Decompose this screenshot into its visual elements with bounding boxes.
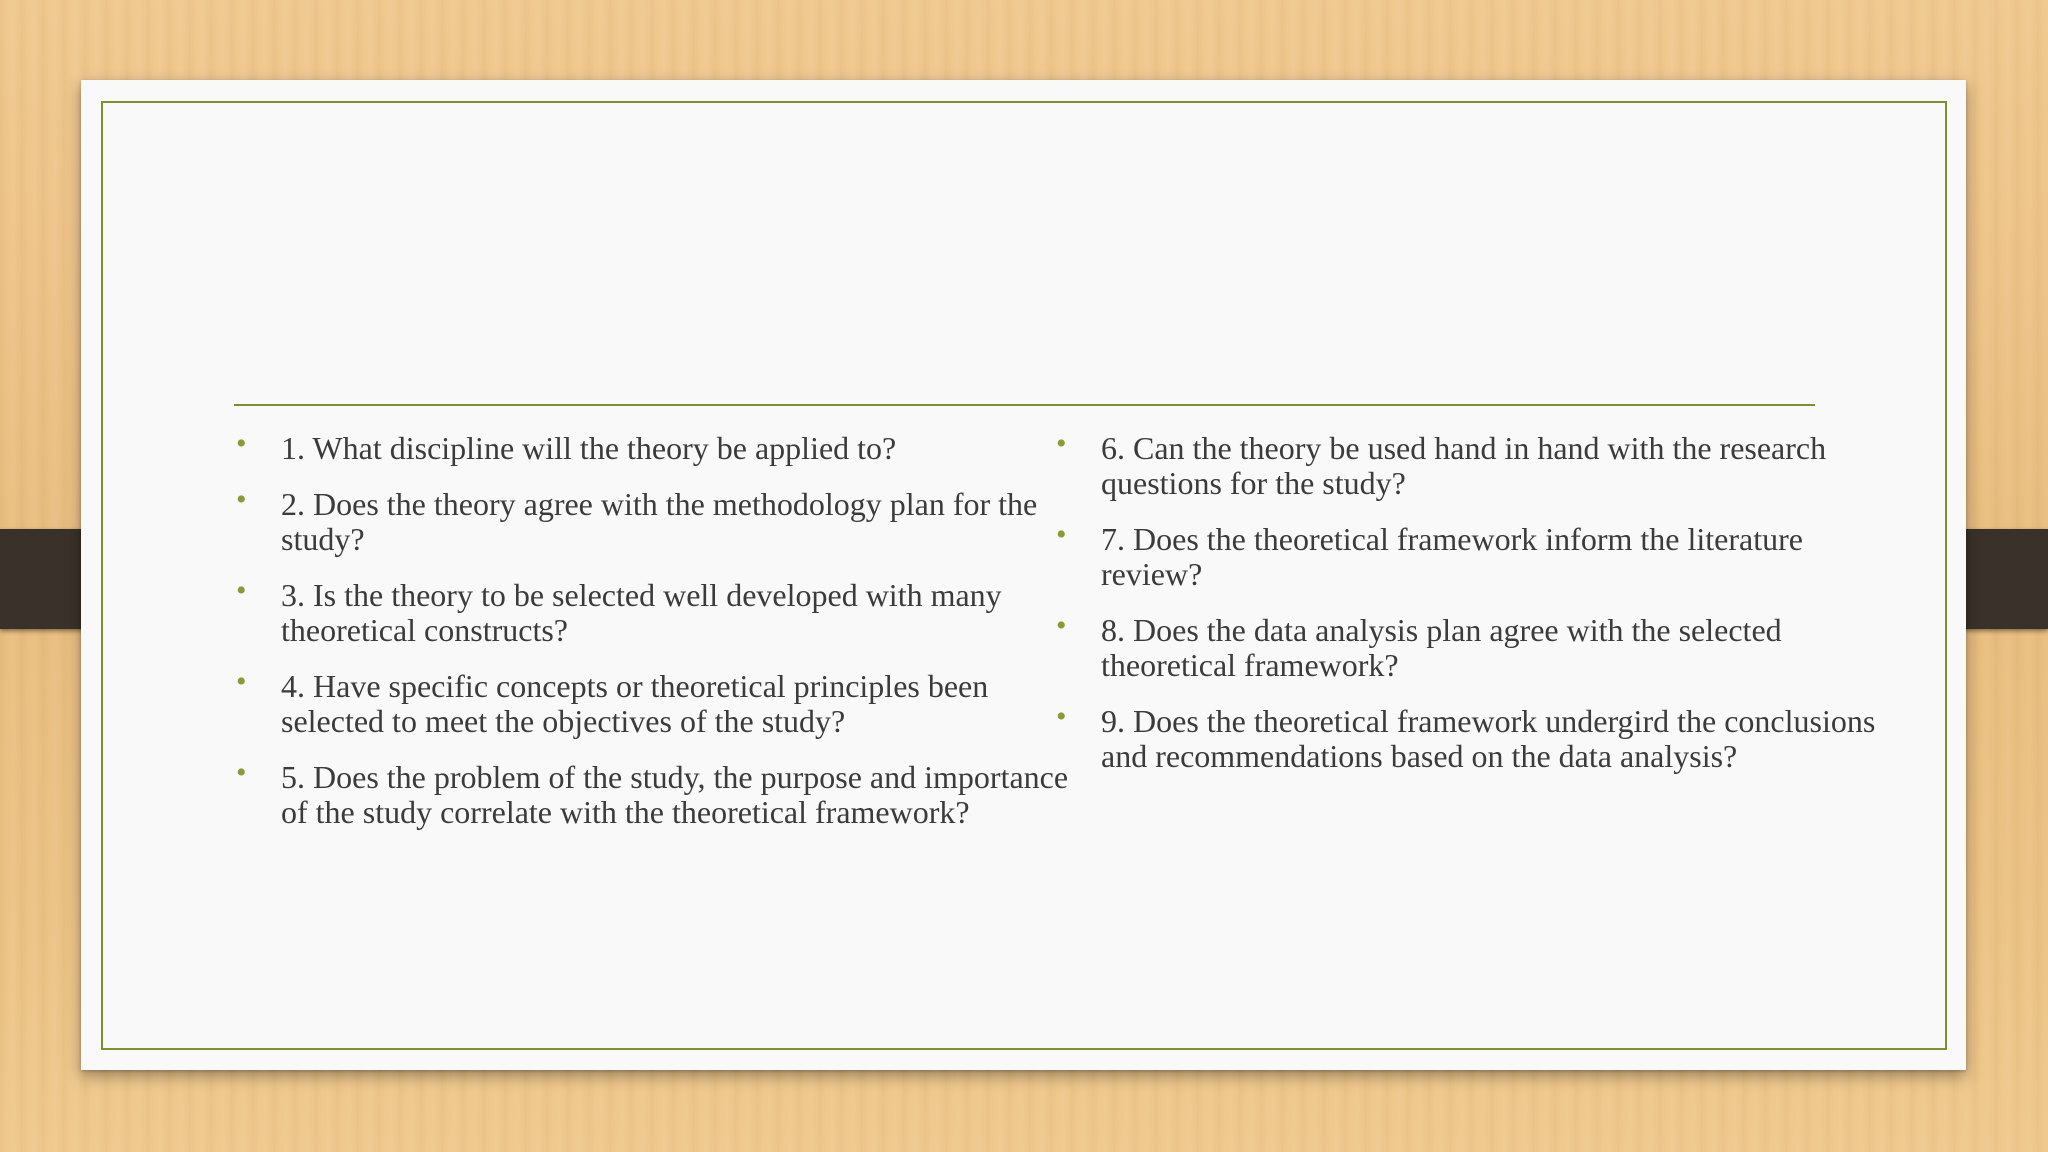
bullet-icon: •	[1056, 518, 1067, 551]
list-item-text: 8. Does the data analysis plan agree with the selected theoretical framework?	[1101, 612, 1782, 683]
list-item-text: 4. Have specific concepts or theoretical principles been selected to meet the objectives of the study?	[281, 668, 989, 739]
list-item-text: 1. What discipline will the theory be applied to?	[281, 430, 897, 466]
bullet-icon: •	[236, 483, 247, 516]
bullet-icon: •	[236, 756, 247, 789]
list-item	[1054, 609, 1894, 683]
list-item-text: 6. Can the theory be used hand in hand with the research questions for the study?	[1101, 430, 1827, 501]
bullet-list-right	[1054, 427, 1894, 795]
list-item-text: 3. Is the theory to be selected well developed with many theoretical constructs?	[281, 577, 1002, 648]
list-item	[234, 574, 1094, 648]
list-item	[234, 665, 1094, 739]
list-item	[234, 427, 1094, 466]
list-item	[234, 483, 1094, 557]
bullet-icon: •	[1056, 427, 1067, 460]
bullet-icon: •	[1056, 700, 1067, 733]
list-item-text: 9. Does the theoretical framework undergird the conclusions and recommendations based on the data analysis?	[1101, 703, 1876, 774]
list-item-text: 7. Does the theoretical framework inform the literature review?	[1101, 521, 1803, 592]
bullet-icon: •	[236, 427, 247, 460]
slide-card	[81, 80, 1966, 1070]
list-item-text: 5. Does the problem of the study, the purpose and importance of the study correlate with the theoretical framework?	[281, 759, 1069, 830]
list-item-text: 2. Does the theory agree with the methodology plan for the study?	[281, 486, 1038, 557]
bullet-icon: •	[1056, 609, 1067, 642]
bullet-icon: •	[236, 665, 247, 698]
list-item	[1054, 700, 1894, 774]
list-item	[1054, 427, 1894, 501]
title-divider	[234, 404, 1815, 406]
bullet-list-left	[234, 427, 1094, 851]
bullet-icon: •	[236, 574, 247, 607]
list-item	[1054, 518, 1894, 592]
list-item	[234, 756, 1094, 830]
